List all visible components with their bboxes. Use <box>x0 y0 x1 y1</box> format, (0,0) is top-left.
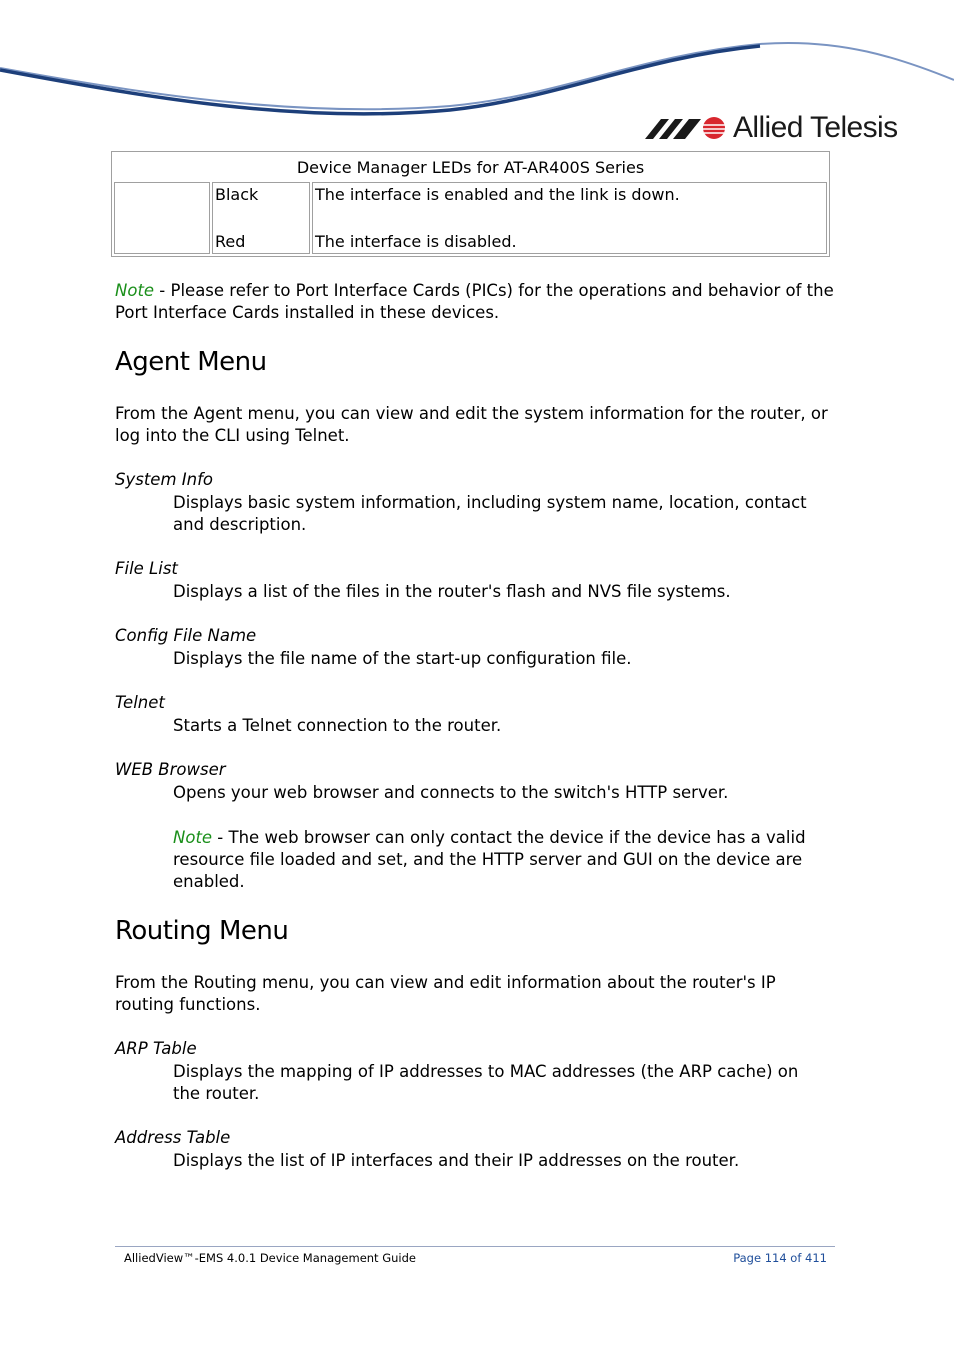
agent-intro: From the Agent menu, you can view and edit the system information for the router, or log into the CLI using Telnet. <box>115 404 828 445</box>
desc-config-file-name: Displays the file name of the start-up configuration file. <box>173 649 632 668</box>
desc-arp-table: Displays the mapping of IP addresses to MAC addresses (the ARP cache) on the router. <box>173 1062 799 1103</box>
desc-telnet: Starts a Telnet connection to the router. <box>173 716 502 735</box>
desc-address-table: Displays the list of IP interfaces and their IP addresses on the router. <box>173 1151 740 1170</box>
note-label: Note <box>173 828 213 847</box>
term-address-table: Address Table <box>115 1128 231 1147</box>
desc-file-list: Displays a list of the files in the router's flash and NVS file systems. <box>173 582 731 601</box>
term-web-browser: WEB Browser <box>115 760 226 779</box>
footer-divider <box>115 1246 835 1247</box>
allied-telesis-logo-icon <box>645 115 727 141</box>
routing-menu-heading: Routing Menu <box>115 916 289 946</box>
desc-system-info: Displays basic system information, including system name, location, contact and description. <box>173 493 807 534</box>
term-telnet: Telnet <box>115 693 165 712</box>
agent-menu-heading: Agent Menu <box>115 347 267 377</box>
footer-title: AlliedView™-EMS 4.0.1 Device Management Guide <box>124 1251 416 1265</box>
term-file-list: File List <box>115 559 178 578</box>
brand-logo <box>645 108 897 148</box>
led-icon-cell <box>114 182 210 254</box>
led-table-title: Device Manager LEDs for AT-AR400S Series <box>296 157 645 177</box>
led-desc-cell <box>312 182 827 254</box>
routing-intro: From the Routing menu, you can view and edit information about the router's IP routing functions. <box>115 973 776 1014</box>
table-row <box>114 182 827 254</box>
led-color-black: Black <box>215 185 259 204</box>
led-desc-black: The interface is enabled and the link is down. <box>315 185 680 204</box>
note-text: - The web browser can only contact the device if the device has a valid resource file loaded and set, and the HTTP server and GUI on the device are enabled. <box>173 828 806 891</box>
led-table <box>111 151 830 257</box>
note-web-browser <box>173 827 813 893</box>
led-desc-red: The interface is disabled. <box>315 232 517 251</box>
note-label: Note <box>115 281 155 300</box>
term-config-file-name: Config File Name <box>115 626 257 645</box>
footer-page-number: Page 114 of 411 <box>733 1251 827 1265</box>
desc-web-browser: Opens your web browser and connects to the switch's HTTP server. <box>173 783 729 802</box>
led-color-red: Red <box>215 232 246 251</box>
note-pic <box>115 280 835 324</box>
brand-name: Allied Telesis <box>733 111 898 144</box>
note-text: - Please refer to Port Interface Cards (PICs) for the operations and behavior of the Port Interface Cards installed in these devices. <box>115 281 834 322</box>
led-color-cell <box>212 182 310 254</box>
term-system-info: System Info <box>115 470 214 489</box>
term-arp-table: ARP Table <box>115 1039 197 1058</box>
